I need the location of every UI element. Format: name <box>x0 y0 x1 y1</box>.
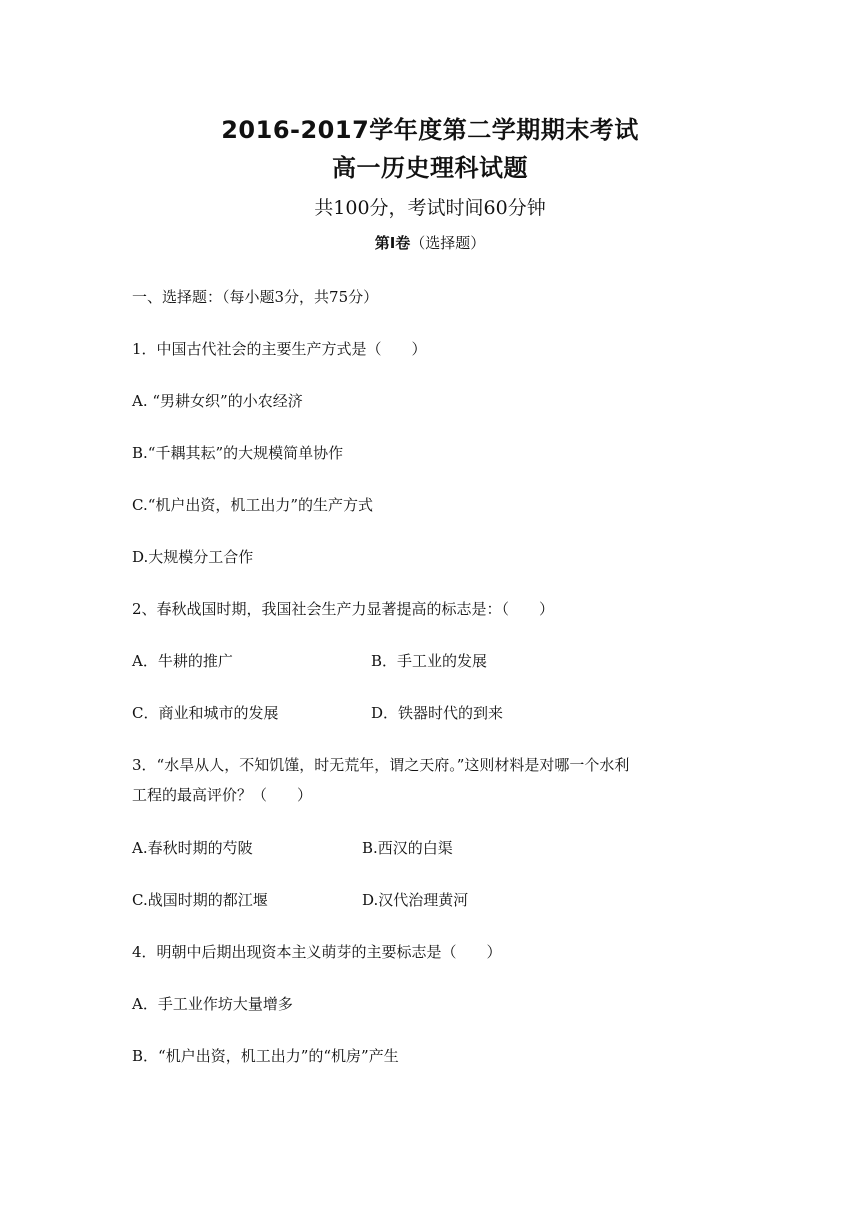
question-2-option-d: D．铁器时代的到来 <box>371 704 504 722</box>
volume-type: （选择题） <box>410 234 486 252</box>
question-2-option-b: B．手工业的发展 <box>371 652 488 670</box>
question-3-stem: 3．“水旱从人，不知饥馑，时无荒年，谓之天府。”这则材料是对哪一个水利 <box>132 756 630 774</box>
question-4-option-b: B．“机户出资，机工出力”的“机房”产生 <box>132 1047 399 1065</box>
exam-title: 2016-2017学年度第二学期期末考试 <box>221 116 639 144</box>
question-1-stem: 1．中国古代社会的主要生产方式是（ ） <box>132 340 427 358</box>
question-4-stem: 4．明朝中后期出现资本主义萌芽的主要标志是（ ） <box>132 943 502 961</box>
volume-label: 第Ⅰ卷 <box>374 234 411 252</box>
question-4-option-a: A．手工业作坊大量增多 <box>132 995 293 1013</box>
question-1-option-a: A. “男耕女织”的小农经济 <box>132 392 303 410</box>
question-2-option-c: C．商业和城市的发展 <box>132 704 279 722</box>
question-2-option-a: A．牛耕的推广 <box>132 652 233 670</box>
section-heading: 一、选择题：（每小题3分，共75分） <box>132 288 379 306</box>
question-3-option-b: B.西汉的白渠 <box>362 839 453 857</box>
question-3-option-d: D.汉代治理黄河 <box>362 891 469 909</box>
exam-info: 共100分，考试时间60分钟 <box>314 197 546 219</box>
question-1-option-d: D.大规模分工合作 <box>132 548 254 566</box>
question-2-stem: 2、春秋战国时期，我国社会生产力显著提高的标志是：（ ） <box>132 600 555 618</box>
question-3-option-c: C.战国时期的都江堰 <box>132 891 268 909</box>
question-1-option-c: C.“机户出资，机工出力”的生产方式 <box>132 496 374 514</box>
question-3-stem-cont: 工程的最高评价？（ ） <box>132 786 313 804</box>
question-3-option-a: A.春秋时期的芍陂 <box>132 839 253 857</box>
question-1-option-b: B.“千耦其耘”的大规模简单协作 <box>132 444 344 462</box>
exam-subject-title: 高一历史理科试题 <box>332 154 528 182</box>
volume-heading <box>0 232 860 253</box>
